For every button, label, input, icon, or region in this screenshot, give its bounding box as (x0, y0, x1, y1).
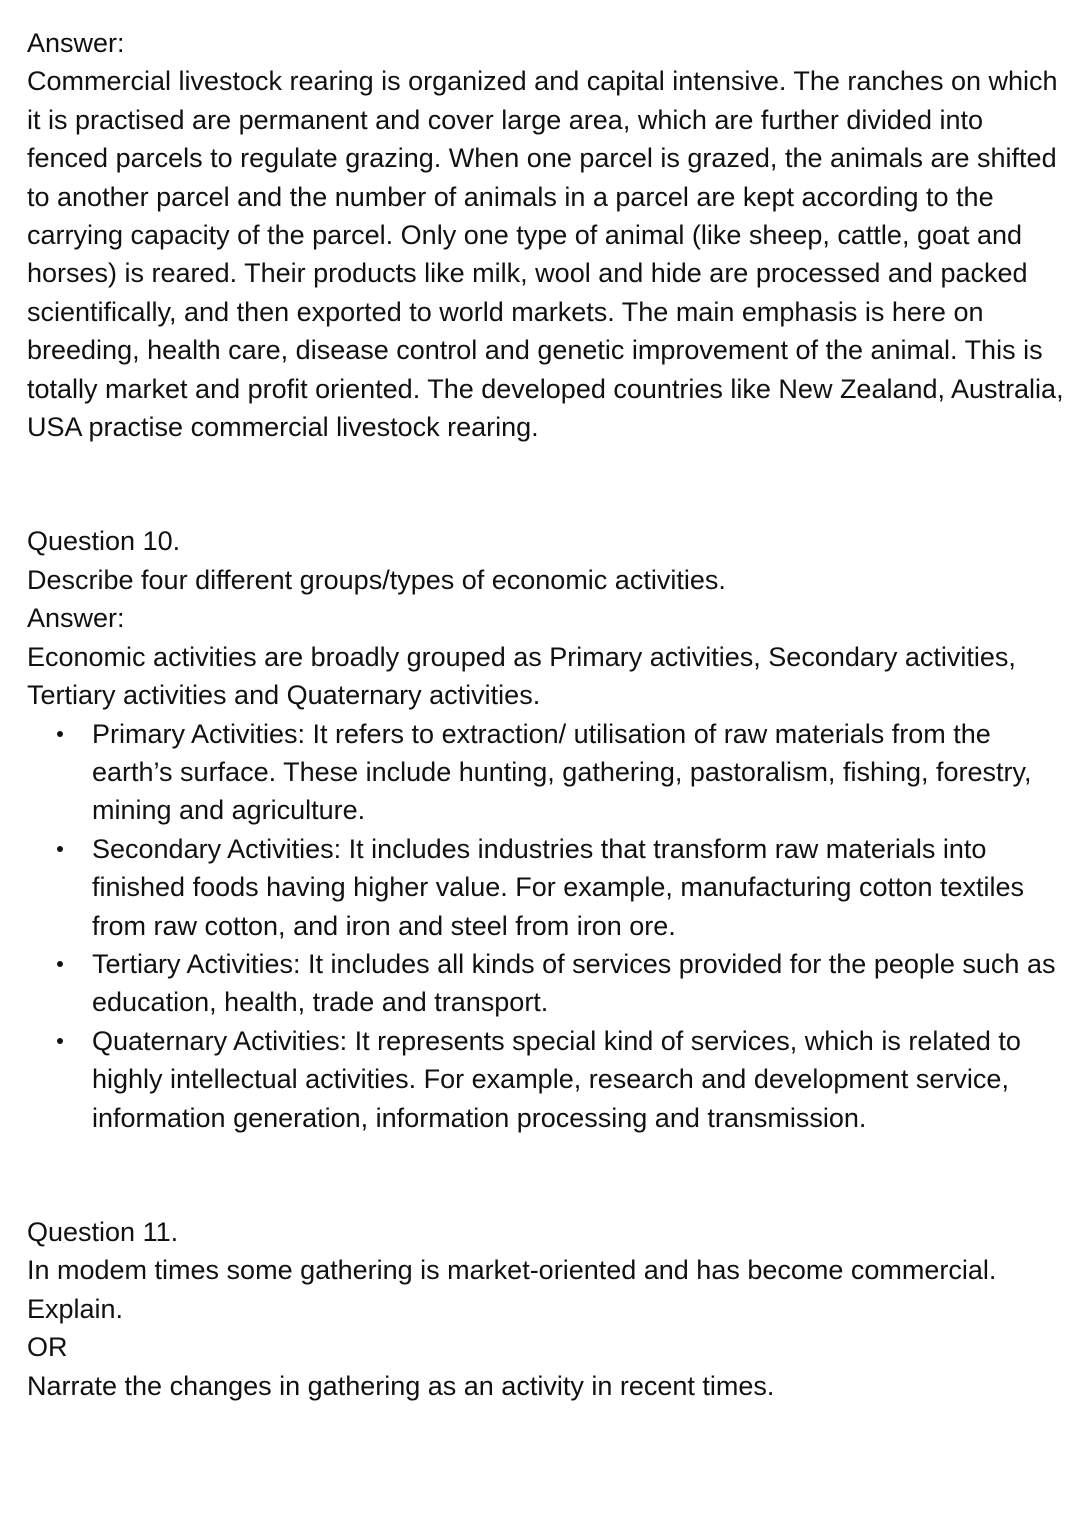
list-item (27, 830, 1067, 945)
list-item-text: Tertiary Activities: It includes all kinds of services provided for the people such as education, health, trade and transport. (92, 948, 1056, 1018)
question-heading: Question 11. (27, 1216, 179, 1247)
section-gap (27, 1137, 1067, 1213)
activities-list (27, 715, 1067, 1137)
bullet-icon (57, 846, 63, 852)
section-gap (27, 446, 1067, 522)
or-separator: OR (27, 1332, 68, 1363)
list-item-text: Quaternary Activities: It represents special kind of services, which is related to highly intellectual activities. For example, research and development service, information generation, information processing and transmission. (92, 1025, 1021, 1133)
list-item (27, 1022, 1067, 1137)
question-alt-prompt: Narrate the changes in gathering as an activity in recent times. (27, 1370, 775, 1401)
answer-intro: Economic activities are broadly grouped as Primary activities, Secondary activities, Tertiary activities and Quaternary activities. (27, 641, 1016, 711)
answer-label: Answer: (27, 603, 125, 634)
list-item-text: Secondary Activities: It includes industries that transform raw materials into finished foods having higher value. For example, manufacturing cotton textiles from raw cotton, and iron and steel from iron ore. (92, 833, 1025, 941)
bullet-icon (57, 961, 63, 967)
bullet-icon (57, 1038, 63, 1044)
question-heading: Question 10. (27, 526, 181, 557)
answer-text: Commercial livestock rearing is organized and capital intensive. The ranches on which it is practised are permanent and cover large area, which are further divided into fenced parcels to regulate grazing. When one parcel is grazed, the animals are shifted to another parcel and the number of animals in a parcel are kept according to the carrying capacity of the parcel. Only one type of animal (like sheep, cattle, goat and horses) is reared. Their products like milk, wool and hide are processed and packed scientifically, and then exported to world markets. The main emphasis is here on breeding, health care, disease control and genetic improvement of the animal. This is totally market and profit oriented. The developed countries like New Zealand, Australia, USA practise commercial livestock rearing. (27, 66, 1064, 443)
document-page (27, 24, 1067, 1405)
question-prompt: Describe four different groups/types of economic activities. (27, 564, 726, 595)
list-item (27, 945, 1067, 1022)
question-prompt: In modem times some gathering is market-oriented and has become commercial. Explain. (27, 1255, 997, 1324)
bullet-icon (57, 731, 63, 737)
list-item-text: Primary Activities: It refers to extraction/ utilisation of raw materials from the earth’s surface. These include hunting, gathering, pastoralism, fishing, forestry, mining and agriculture. (92, 718, 1032, 826)
answer-label: Answer: (27, 28, 125, 58)
list-item (27, 715, 1067, 830)
